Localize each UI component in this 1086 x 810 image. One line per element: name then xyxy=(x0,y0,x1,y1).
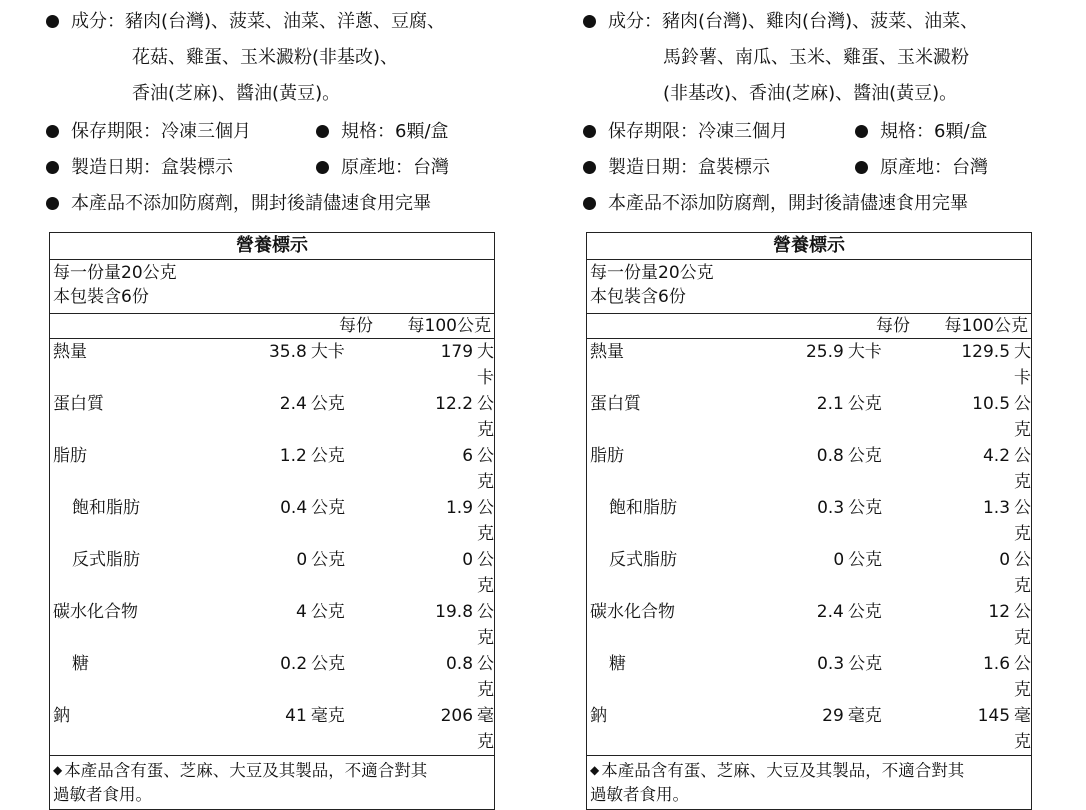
ingredients-text: 花菇、雞蛋、玉米澱粉(非基改)、 xyxy=(132,47,399,68)
serving-size: 每一份量20公克 xyxy=(590,263,714,283)
per-serving-unit: 毫克 xyxy=(847,706,882,726)
per-serving-value: 2.4 xyxy=(816,602,844,622)
serving-info xyxy=(587,260,1031,314)
per-100g-unit: 公克 xyxy=(477,602,495,648)
nutrition-row xyxy=(587,703,1031,755)
nutrient-name: 反式脂肪 xyxy=(609,550,677,570)
nutrient-name: 飽和脂肪 xyxy=(72,498,140,518)
mfg-date xyxy=(46,150,316,186)
per-100g-unit: 公克 xyxy=(477,394,495,440)
per-serving-unit: 公克 xyxy=(847,602,882,622)
per-100g-value: 129.5 xyxy=(961,342,1011,362)
nutrition-row xyxy=(50,391,494,443)
nutrition-row xyxy=(587,339,1031,391)
mfg-date-text: 製造日期：盒裝標示 xyxy=(608,157,770,178)
nutrition-title: 營養標示 xyxy=(587,233,1031,260)
header-per-serving: 每份 xyxy=(876,316,910,336)
per-serving-value: 0 xyxy=(833,550,845,570)
nutrition-row xyxy=(587,391,1031,443)
nutrient-name: 糖 xyxy=(72,654,89,674)
per-100g-unit: 公克 xyxy=(1014,602,1032,648)
per-serving-unit: 公克 xyxy=(310,446,345,466)
nutrition-rows xyxy=(587,339,1031,756)
per-100g-value: 145 xyxy=(977,706,1011,726)
per-serving-unit: 公克 xyxy=(848,654,883,674)
per-serving-value: 1.2 xyxy=(279,446,307,466)
servings-per-package: 本包裝含6份 xyxy=(53,287,149,307)
per-serving-value: 35.8 xyxy=(268,342,307,362)
per-100g-value: 4.2 xyxy=(982,446,1011,466)
per-serving-unit: 公克 xyxy=(848,498,883,518)
nutrition-title: 營養標示 xyxy=(50,233,494,260)
nutrition-row xyxy=(50,547,494,599)
mfg-date-text: 製造日期：盒裝標示 xyxy=(71,157,233,178)
per-100g-unit: 公克 xyxy=(477,446,495,492)
per-serving-value: 0.8 xyxy=(816,446,844,466)
serving-size: 每一份量20公克 xyxy=(53,263,177,283)
nutrition-row xyxy=(50,651,494,703)
nutrition-row xyxy=(50,495,494,547)
per-serving-unit: 毫克 xyxy=(310,706,345,726)
shelf-life-text: 保存期限：冷凍三個月 xyxy=(608,121,788,142)
nutrient-name: 鈉 xyxy=(53,706,70,726)
nutrition-table xyxy=(586,232,1032,810)
shelf-life-text: 保存期限：冷凍三個月 xyxy=(71,121,251,142)
per-100g-value: 12 xyxy=(988,602,1011,622)
ingredients-line xyxy=(583,4,1063,40)
nutrition-row xyxy=(50,339,494,391)
spec-text: 規格：6顆/盒 xyxy=(341,121,449,142)
notice-text: 本產品不添加防腐劑，開封後請儘速食用完畢 xyxy=(71,193,431,214)
nutrient-name: 蛋白質 xyxy=(53,394,104,414)
preservative-notice xyxy=(583,186,1063,222)
bullet-icon xyxy=(583,125,596,138)
per-serving-unit: 公克 xyxy=(847,394,882,414)
per-serving-value: 41 xyxy=(285,706,307,726)
per-100g-unit: 公克 xyxy=(1014,654,1032,700)
per-100g-value: 0 xyxy=(462,550,474,570)
ingredients-block xyxy=(583,4,1063,112)
per-serving-unit: 大卡 xyxy=(847,342,882,362)
per-100g-value: 1.9 xyxy=(445,498,474,518)
diamond-icon: ◆ xyxy=(590,763,600,777)
per-serving-value: 2.4 xyxy=(279,394,307,414)
bullet-icon xyxy=(316,161,329,174)
per-100g-value: 179 xyxy=(440,342,474,362)
servings-per-package: 本包裝含6份 xyxy=(590,287,686,307)
bullet-icon xyxy=(46,15,59,28)
bullet-icon xyxy=(583,161,596,174)
allergen-text: 本產品含有蛋、芝麻、大豆及其製品，不適合對其 xyxy=(601,761,965,780)
bullet-icon xyxy=(46,125,59,138)
header-per-100g: 每100公克 xyxy=(407,316,491,336)
per-100g-unit: 公克 xyxy=(1014,498,1032,544)
nutrient-name: 熱量 xyxy=(590,342,624,362)
per-serving-value: 0.3 xyxy=(817,498,845,518)
header-per-serving: 每份 xyxy=(339,316,373,336)
per-serving-unit: 公克 xyxy=(311,654,346,674)
nutrient-name: 脂肪 xyxy=(53,446,87,466)
diamond-icon: ◆ xyxy=(53,763,63,777)
bullet-icon xyxy=(583,15,596,28)
per-serving-unit: 公克 xyxy=(310,602,345,622)
nutrition-row xyxy=(587,547,1031,599)
per-serving-unit: 大卡 xyxy=(310,342,345,362)
product-label-right xyxy=(583,0,1063,804)
allergen-note xyxy=(50,756,494,809)
nutrition-header-row xyxy=(587,314,1031,339)
ingredients-block xyxy=(46,4,526,112)
per-serving-value: 29 xyxy=(822,706,844,726)
nutrition-row xyxy=(587,495,1031,547)
product-label-left xyxy=(46,0,526,804)
shelf-life xyxy=(583,114,855,150)
per-serving-value: 0.3 xyxy=(817,654,845,674)
ingredients-text: 成分：豬肉(台灣)、菠菜、油菜、洋蔥、豆腐、 xyxy=(71,11,446,32)
nutrient-name: 熱量 xyxy=(53,342,87,362)
mfg-date xyxy=(583,150,855,186)
per-100g-unit: 大卡 xyxy=(477,342,495,388)
header-blank xyxy=(587,314,770,338)
origin xyxy=(316,150,449,186)
per-serving-value: 0.4 xyxy=(280,498,308,518)
nutrition-row xyxy=(587,651,1031,703)
per-100g-unit: 毫克 xyxy=(1014,706,1032,752)
allergen-text: 過敏者食用。 xyxy=(590,785,689,804)
nutrition-row xyxy=(50,443,494,495)
preservative-notice xyxy=(46,186,526,222)
nutrient-name: 鈉 xyxy=(590,706,607,726)
per-serving-value: 4 xyxy=(295,602,307,622)
ingredients-text: (非基改)、香油(芝麻)、醬油(黃豆)。 xyxy=(663,83,958,104)
per-100g-value: 0 xyxy=(999,550,1011,570)
per-100g-unit: 公克 xyxy=(477,550,495,596)
per-serving-value: 2.1 xyxy=(816,394,844,414)
spec-text: 規格：6顆/盒 xyxy=(880,121,988,142)
ingredients-line xyxy=(46,4,526,40)
per-100g-unit: 毫克 xyxy=(477,706,495,752)
bullet-icon xyxy=(46,197,59,210)
nutrition-table xyxy=(49,232,495,810)
serving-info xyxy=(50,260,494,314)
per-100g-unit: 大卡 xyxy=(1014,342,1032,388)
nutrient-name: 反式脂肪 xyxy=(72,550,140,570)
per-100g-value: 19.8 xyxy=(435,602,474,622)
per-100g-unit: 公克 xyxy=(1014,550,1032,596)
origin-text: 原產地：台灣 xyxy=(341,157,449,178)
ingredients-text: 馬鈴薯、南瓜、玉米、雞蛋、玉米澱粉 xyxy=(663,47,969,68)
per-100g-value: 6 xyxy=(462,446,474,466)
per-serving-value: 0 xyxy=(296,550,308,570)
per-serving-unit: 公克 xyxy=(311,550,346,570)
bullet-icon xyxy=(855,125,868,138)
header-blank xyxy=(50,314,233,338)
per-100g-unit: 公克 xyxy=(1014,446,1032,492)
nutrient-name: 飽和脂肪 xyxy=(609,498,677,518)
bullet-icon xyxy=(583,197,596,210)
nutrient-name: 碳水化合物 xyxy=(53,602,138,622)
nutrition-row xyxy=(50,599,494,651)
bullet-icon xyxy=(46,161,59,174)
origin xyxy=(855,150,988,186)
shelf-life xyxy=(46,114,316,150)
ingredients-text: 成分：豬肉(台灣)、雞肉(台灣)、菠菜、油菜、 xyxy=(608,11,979,32)
nutrient-name: 碳水化合物 xyxy=(590,602,675,622)
per-100g-value: 10.5 xyxy=(972,394,1011,414)
per-100g-unit: 公克 xyxy=(1014,394,1032,440)
ingredients-text: 香油(芝麻)、醬油(黃豆)。 xyxy=(132,83,341,104)
per-100g-value: 1.3 xyxy=(982,498,1011,518)
nutrient-name: 糖 xyxy=(609,654,626,674)
nutrient-name: 脂肪 xyxy=(590,446,624,466)
per-100g-value: 1.6 xyxy=(982,654,1011,674)
per-serving-unit: 公克 xyxy=(847,446,882,466)
per-100g-unit: 公克 xyxy=(477,498,495,544)
nutrition-row xyxy=(587,599,1031,651)
per-serving-value: 25.9 xyxy=(805,342,844,362)
per-100g-value: 206 xyxy=(440,706,474,726)
spec xyxy=(316,114,449,150)
bullet-icon xyxy=(316,125,329,138)
header-per-100g: 每100公克 xyxy=(944,316,1028,336)
spec xyxy=(855,114,988,150)
allergen-text: 本產品含有蛋、芝麻、大豆及其製品，不適合對其 xyxy=(64,761,428,780)
origin-text: 原產地：台灣 xyxy=(880,157,988,178)
per-serving-unit: 公克 xyxy=(848,550,883,570)
per-serving-unit: 公克 xyxy=(311,498,346,518)
per-100g-unit: 公克 xyxy=(477,654,495,700)
nutrition-header-row xyxy=(50,314,494,339)
bullet-icon xyxy=(855,161,868,174)
nutrition-row xyxy=(587,443,1031,495)
allergen-text: 過敏者食用。 xyxy=(53,785,152,804)
notice-text: 本產品不添加防腐劑，開封後請儘速食用完畢 xyxy=(608,193,968,214)
per-serving-value: 0.2 xyxy=(280,654,308,674)
nutrition-rows xyxy=(50,339,494,756)
per-100g-value: 0.8 xyxy=(445,654,474,674)
allergen-note xyxy=(587,756,1031,809)
nutrient-name: 蛋白質 xyxy=(590,394,641,414)
per-100g-value: 12.2 xyxy=(435,394,474,414)
nutrition-row xyxy=(50,703,494,755)
per-serving-unit: 公克 xyxy=(310,394,345,414)
